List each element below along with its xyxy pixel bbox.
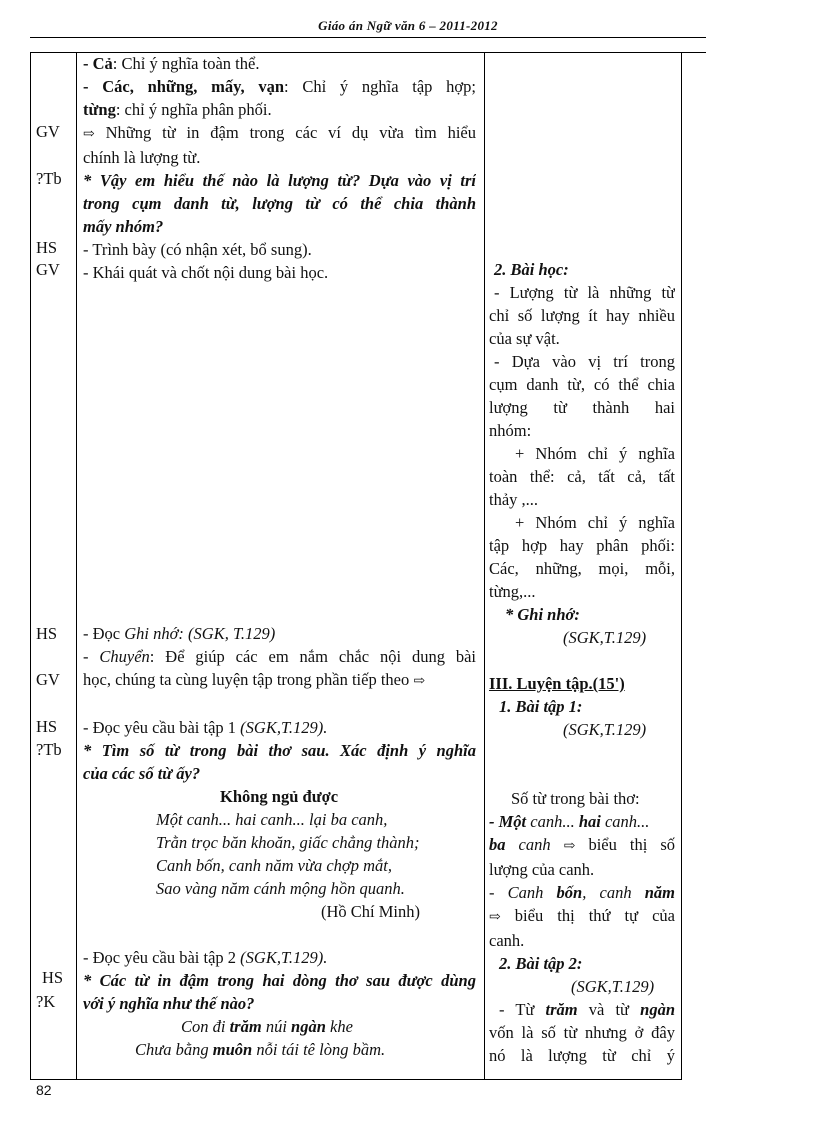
text: biểu thị thứ tự của: [500, 906, 675, 925]
term: trăm: [229, 1017, 262, 1036]
exercise-2-ref: (SGK,T.129): [571, 977, 655, 996]
exercise-1-ref: (SGK,T.129): [563, 720, 647, 739]
role-label: ?K: [36, 992, 56, 1011]
question-2: * Tìm số từ trong bài thơ sau. Xác định ý nghĩa: [83, 741, 476, 760]
role-label: ?Tb: [36, 740, 62, 759]
table-left-border: [30, 52, 31, 1080]
answer-line: [489, 881, 675, 904]
text: canh...: [526, 812, 579, 831]
term: muôn: [212, 1040, 253, 1059]
column-divider-1: [76, 52, 77, 1080]
text: - Đọc: [83, 624, 125, 643]
header-rule: [30, 37, 706, 38]
term: - Một: [489, 812, 527, 831]
table-bottom-border: [30, 1079, 681, 1080]
term: ngàn: [640, 1000, 675, 1019]
lesson-text: nhóm:: [489, 421, 532, 440]
poem-title: Không ngủ được: [220, 787, 339, 806]
poem-line: Canh bốn, canh năm vừa chợp mắt,: [156, 856, 392, 875]
practice-heading: III. Luyện tập.(15'): [489, 674, 625, 693]
answer-line: lượng của canh.: [489, 860, 595, 879]
text: - Đọc yêu cầu bài tập 2: [83, 948, 241, 967]
text: - Canh: [489, 883, 557, 902]
lesson-text: tập hợp hay phân phối:: [489, 536, 675, 555]
term: bốn: [556, 883, 583, 902]
tung-line: [83, 98, 476, 121]
transition: [83, 668, 476, 693]
lesson-text: + Nhóm chỉ ý nghĩa: [515, 444, 675, 463]
column-divider-2: [484, 52, 485, 1080]
term: ngàn: [291, 1017, 326, 1036]
transition: [83, 645, 476, 668]
answer-line: [489, 998, 675, 1021]
role-label: ?Tb: [36, 169, 62, 188]
gv-summary: - Khái quát và chốt nội dung bài học.: [83, 263, 329, 282]
text: Những từ in đậm trong các ví dụ vừa tìm hiểu: [105, 123, 476, 142]
text: và từ: [577, 1000, 641, 1019]
lesson-text: thảy ,...: [489, 490, 539, 509]
poem-author: (Hồ Chí Minh): [321, 902, 420, 921]
text: Chuyển: [99, 647, 150, 666]
lesson-text: - Lượng từ là những từ: [494, 283, 675, 302]
exercise-2-read: [83, 946, 476, 969]
lesson-text: toàn thể: cả, tất cả, tất: [489, 467, 675, 486]
lesson-text: của sự vật.: [489, 329, 560, 348]
text: khe: [325, 1017, 353, 1036]
question-1: * Vậy em hiểu thế nào là lượng từ? Dựa vào vị trí: [83, 171, 476, 190]
text: canh...: [600, 812, 650, 831]
lesson-text: Các, những, mọi, mỗi,: [489, 559, 675, 578]
term: năm: [644, 883, 675, 902]
term: - Các, những, mấy, vạn: [83, 77, 284, 96]
role-label: GV: [36, 670, 60, 689]
text: núi: [261, 1017, 292, 1036]
role-label: HS: [36, 624, 58, 643]
ca-line: [83, 52, 476, 75]
text: - Đọc yêu cầu bài tập 1: [83, 718, 241, 737]
term: hai: [578, 812, 601, 831]
lesson-text: cụm danh từ, có thể chia: [489, 375, 675, 394]
arrow-icon: ⇨: [489, 910, 501, 925]
lesson-text: chỉ số lượng ít hay nhiều: [489, 306, 675, 325]
arrow-icon: ⇨: [413, 674, 426, 689]
lesson-text: lượng từ thành hai: [489, 398, 675, 417]
arrow-icon: ⇨: [83, 127, 95, 142]
text: , canh: [582, 883, 645, 902]
question-1: mấy nhóm?: [83, 217, 164, 236]
middle-column-lower: [83, 622, 476, 1061]
memo-heading: * Ghi nhớ:: [505, 605, 580, 624]
text: : Chỉ ý nghĩa toàn thể.: [112, 54, 260, 73]
text: : chỉ ý nghĩa phân phối.: [115, 100, 272, 119]
arrow-icon: ⇨: [563, 839, 576, 854]
text: học, chúng ta cùng luyện tập trong phần tiếp theo: [83, 670, 410, 689]
question-2: của các số từ ấy?: [83, 764, 201, 783]
answer-line: nó là lượng từ chỉ ý: [489, 1046, 675, 1065]
text: (SGK,T.129).: [240, 948, 328, 967]
page-header: Giáo án Ngữ văn 6 – 2011-2012: [318, 18, 498, 33]
answer-line: vốn là số từ nhưng ở đây: [489, 1023, 675, 1042]
text: nỗi tái tê lòng bầm.: [252, 1040, 386, 1059]
exercise-1-heading: 1. Bài tập 1:: [499, 697, 583, 716]
term: ba: [489, 835, 506, 854]
role-label: HS: [42, 968, 64, 987]
poem-line: Sao vàng năm cánh mộng hồn quanh.: [156, 879, 405, 898]
lesson-heading: 2. Bài học:: [494, 260, 569, 279]
answer-line: [489, 833, 675, 858]
role-label: GV: [36, 260, 60, 279]
lesson-text: + Nhóm chỉ ý nghĩa: [515, 513, 675, 532]
poem-line: Một canh... hai canh... lại ba canh,: [156, 810, 388, 829]
lesson-text: từng,...: [489, 582, 536, 601]
term: trăm: [545, 1000, 578, 1019]
page-number: 82: [36, 1082, 52, 1098]
cac-line: [83, 75, 476, 98]
answer-line: [489, 810, 675, 833]
text: -: [83, 647, 100, 666]
lesson-text: - Dựa vào vị trí trong: [494, 352, 675, 371]
exercise-1-read: [83, 716, 476, 739]
text: : Để giúp các em nắm chắc nội dung bài: [149, 647, 476, 666]
text: Chưa bằng: [135, 1040, 213, 1059]
gv-note: [83, 121, 476, 146]
poem-line: Trằn trọc băn khoăn, giấc chẳng thành;: [156, 833, 420, 852]
role-label: GV: [36, 122, 60, 141]
right-column: [489, 258, 675, 1067]
term: từng: [83, 100, 116, 119]
text: (SGK,T.129).: [240, 718, 328, 737]
role-label: HS: [36, 238, 58, 257]
question-1: trong cụm danh từ, lượng từ có thể chia thành: [83, 194, 476, 213]
verse-line: [83, 1015, 476, 1038]
text: Con đi: [181, 1017, 230, 1036]
table-right-border: [681, 52, 682, 1080]
answer-line: [489, 904, 675, 929]
term: - Cả: [83, 54, 113, 73]
exercise-2-heading: 2. Bài tập 2:: [499, 954, 583, 973]
text: - Từ: [499, 1000, 546, 1019]
gv-note: chính là lượng từ.: [83, 148, 201, 167]
question-3: với ý nghĩa như thế nào?: [83, 994, 255, 1013]
text: biểu thị số: [575, 835, 675, 854]
role-label: HS: [36, 717, 58, 736]
memo-ref: (SGK,T.129): [563, 628, 647, 647]
hs-present: - Trình bày (có nhận xét, bổ sung).: [83, 240, 312, 259]
question-3: * Các từ in đậm trong hai dòng thơ sau được dùng: [83, 971, 476, 990]
read-memo: [83, 622, 476, 645]
text: : Chỉ ý nghĩa tập hợp;: [284, 77, 476, 96]
middle-column: [83, 52, 476, 284]
text: canh: [505, 835, 551, 854]
text: Ghi nhớ: (SGK, T.129): [124, 624, 276, 643]
verse-line: [83, 1038, 476, 1061]
answer-line: canh.: [489, 931, 525, 950]
exercise-1-intro: Số từ trong bài thơ:: [511, 789, 640, 808]
